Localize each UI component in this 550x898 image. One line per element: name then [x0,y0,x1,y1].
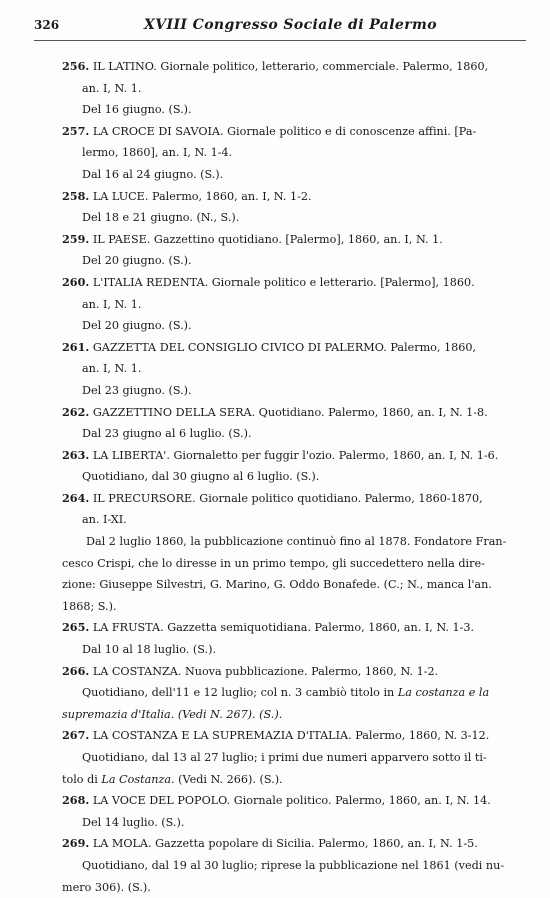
entry-note: Del 23 giugno. (S.). [82,383,192,397]
entry-note: tolo di La Costanza. (Vedi N. 266). (S.). [62,772,283,786]
entry-259 [62,229,526,272]
entry-262 [62,402,526,445]
entry-number: 257. [62,123,90,138]
entry-number: 265. [62,620,90,635]
entry-note: Quotidiano, dal 30 giugno al 6 luglio. (S.). [82,470,320,484]
page-header [34,12,526,36]
entry-title-line: lermo, 1860], an. I, N. 1-4. [82,146,233,160]
entry-269 [62,833,526,898]
entry-number: 258. [62,188,90,203]
entry-note: Del 14 luglio. (S.). [82,815,185,829]
entry-note: Quotidiano, dell'11 e 12 luglio; col n. 3 cambiò titolo in La costanza e la [82,686,490,700]
entry-number: 268. [62,793,90,808]
entry-267 [62,725,526,790]
header-rule [34,40,526,41]
entry-title-line: an. I, N. 1. [82,362,142,376]
entry-title-line: LA MOLA. Gazzetta popolare di Sicilia. Palermo, 1860, an. I, N. 1-5. [92,837,478,851]
entry-title-line: GAZZETTA DEL CONSIGLIO CIVICO DI PALERMO. Palermo, 1860, [92,340,477,354]
entry-note: Dal 10 al 18 luglio. (S.). [82,643,217,657]
entry-number: 266. [62,663,90,678]
entry-263 [62,445,526,488]
entry-256 [62,56,526,121]
entry-title-line: LA FRUSTA. Gazzetta semiquotidiana. Palermo, 1860, an. I, N. 1-3. [92,621,475,635]
entry-note: 1868; S.). [62,599,117,613]
entry-title-line: IL PRECURSORE. Giornale politico quotidiano. Palermo, 1860-1870, [92,491,483,505]
entry-note: Dal 23 giugno al 6 luglio. (S.). [82,427,252,441]
entry-title-line: L'ITALIA REDENTA. Giornale politico e letterario. [Palermo], 1860. [92,275,475,289]
running-title: XVIII Congresso Sociale di Palermo [144,17,437,33]
entry-title-line: an. I, N. 1. [82,297,142,311]
entry-title-line: LA CROCE DI SAVOIA. Giornale politico e di conoscenze affini. [Pa- [92,124,477,138]
entry-title-line: LA VOCE DEL POPOLO. Giornale politico. Palermo, 1860, an. I, N. 14. [92,794,491,808]
entry-note: mero 306). (S.). [62,880,151,894]
entry-note: Quotidiano, dal 13 al 27 luglio; i primi due numeri apparvero sotto il ti- [82,751,487,764]
entry-264 [62,488,526,618]
entry-title-line: an. I, N. 1. [82,81,142,95]
entry-title-line: GAZZETTINO DELLA SERA. Quotidiano. Palermo, 1860, an. I, N. 1-8. [92,405,488,419]
entry-260 [62,272,526,337]
entry-note: Dal 16 al 24 giugno. (S.). [82,167,224,181]
entry-265 [62,617,526,660]
entry-number: 262. [62,404,90,419]
entry-note: Dal 2 luglio 1860, la pubblicazione continuò fino al 1878. Fondatore Fran- [86,535,507,549]
entry-title-line: LA COSTANZA E LA SUPREMAZIA D'ITALIA. Palermo, 1860, N. 3-12. [92,729,490,743]
entry-note: Quotidiano, dal 19 al 30 luglio; riprese la pubblicazione nel 1861 (vedi nu- [82,858,505,872]
entry-261 [62,337,526,402]
entry-title-line: an. I-XI. [82,513,127,527]
entry-257 [62,121,526,186]
entry-title-line: IL PAESE. Gazzettino quotidiano. [Palermo], 1860, an. I, N. 1. [92,232,443,246]
entry-number: 267. [62,728,90,743]
entry-title-line: LA LIBERTA'. Giornaletto per fuggir l'ozio. Palermo, 1860, an. I, N. 1-6. [92,448,499,462]
entry-number: 264. [62,490,90,505]
entry-number: 259. [62,231,90,246]
entry-note: zione: Giuseppe Silvestri, G. Marino, G. Oddo Bonafede. (C.; N., manca l'an. [62,578,492,592]
page-number: 326 [34,18,60,32]
entry-258 [62,186,526,229]
entry-note: cesco Crispi, che lo diresse in un primo tempo, gli succedettero nella dire- [62,556,485,570]
entry-note: supremazia d'Italia. (Vedi N. 267). (S.). [62,707,283,721]
entry-title-line: IL LATINO. Giornale politico, letterario, commerciale. Palermo, 1860, [92,60,489,73]
entry-number: 260. [62,274,90,289]
entry-number: 261. [62,339,90,354]
entry-number: 256. [62,59,90,73]
entry-number: 263. [62,447,90,462]
entry-number: 269. [62,836,90,851]
entry-note: Del 18 e 21 giugno. (N., S.). [82,211,240,225]
entry-title-line: LA COSTANZA. Nuova pubblicazione. Palermo, 1860, N. 1-2. [92,664,439,678]
entry-note: Del 16 giugno. (S.). [82,103,192,117]
entry-note: Del 20 giugno. (S.). [82,254,192,268]
entry-title-line: LA LUCE. Palermo, 1860, an. I, N. 1-2. [92,189,312,203]
entry-list [62,56,526,898]
entry-note: Del 20 giugno. (S.). [82,319,192,333]
entry-266 [62,661,526,726]
